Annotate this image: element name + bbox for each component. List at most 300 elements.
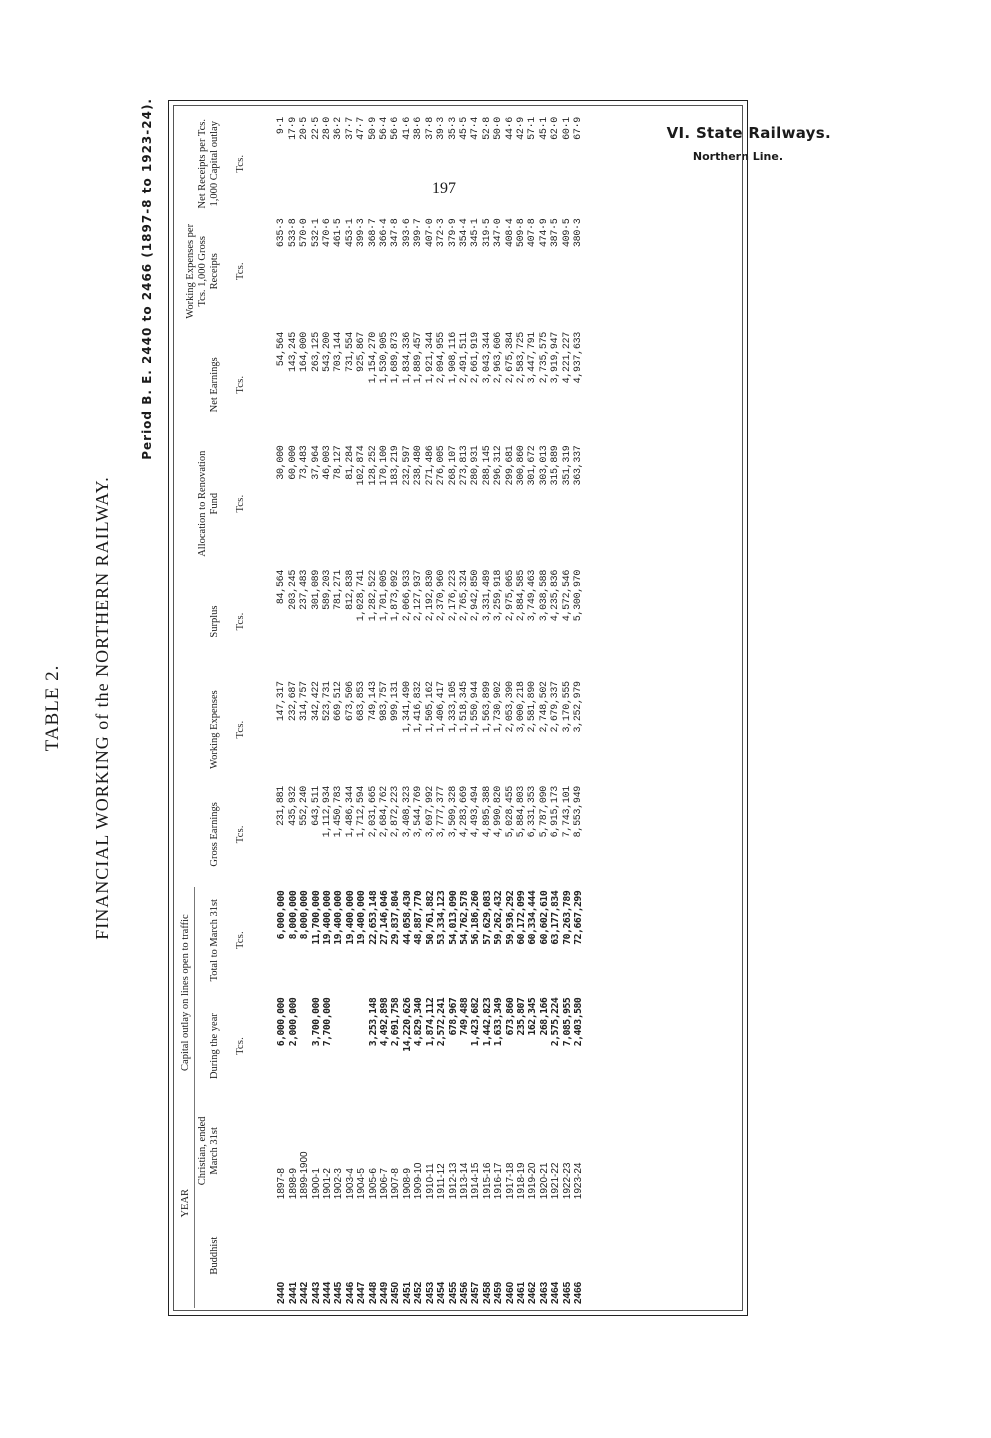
net-earnings-cell: 2,583,725 bbox=[515, 332, 527, 384]
gross-earnings-cell: 435,932 bbox=[287, 786, 299, 826]
christian-year-cell: 1904-5 bbox=[356, 1168, 368, 1200]
working-ratio-cell: 372·3 bbox=[436, 218, 448, 248]
unit-cell: Tcs. bbox=[234, 931, 246, 950]
working-expenses-cell: 1,341,490 bbox=[401, 681, 413, 733]
net-earnings-cell: 143,245 bbox=[287, 332, 299, 372]
net-receipts-cell: 36·2 bbox=[333, 117, 345, 140]
surplus-cell: 781,271 bbox=[333, 569, 345, 610]
allocation-cell: 288,145 bbox=[481, 445, 493, 486]
net-earnings-cell: 1,154,270 bbox=[367, 332, 379, 384]
capital-total-cell: 19,400,000 bbox=[322, 890, 334, 945]
allocation-cell: 128,252 bbox=[367, 445, 379, 486]
unit-cell: Tcs. bbox=[234, 825, 246, 844]
capital-during-year-cell: 678,967 bbox=[447, 997, 459, 1036]
capital-total-cell: 8,000,000 bbox=[299, 890, 311, 940]
buddhist-year-cell: 2449 bbox=[379, 1281, 391, 1304]
surplus-cell: 2,884,585 bbox=[515, 569, 527, 622]
net-receipts-cell: 67·9 bbox=[572, 117, 584, 140]
surplus-cell: 2,176,223 bbox=[447, 569, 459, 622]
net-earnings-cell: 2,735,575 bbox=[538, 332, 550, 384]
christian-year-cell: 1909-10 bbox=[413, 1162, 425, 1200]
buddhist-year-cell: 2445 bbox=[333, 1281, 345, 1304]
buddhist-year-cell: 2450 bbox=[390, 1281, 402, 1304]
working-ratio-cell: 380·3 bbox=[572, 218, 584, 248]
working-expenses-cell: 999,131 bbox=[390, 681, 402, 722]
buddhist-year-cell: 2462 bbox=[527, 1281, 539, 1304]
christian-year-cell: 1903-4 bbox=[344, 1168, 356, 1200]
allocation-cell: 73,483 bbox=[299, 445, 311, 480]
gross-earnings-cell: 3,777,377 bbox=[436, 786, 448, 838]
unit-cell: Tcs. bbox=[234, 612, 246, 631]
net-earnings-cell: 263,125 bbox=[310, 332, 322, 372]
table-row bbox=[562, 113, 573, 1308]
unit-cell: Tcs. bbox=[234, 720, 246, 739]
buddhist-year-cell: 2458 bbox=[481, 1281, 493, 1304]
surplus-cell: 1,282,522 bbox=[367, 569, 379, 622]
allocation-cell: 46,003 bbox=[322, 445, 334, 480]
net-earnings-cell: 4,221,227 bbox=[561, 332, 573, 384]
net-receipts-cell: 44·6 bbox=[504, 117, 516, 140]
capital-during-year-cell: 2,575,224 bbox=[550, 997, 562, 1047]
gross-earnings-cell: 1,486,344 bbox=[344, 786, 356, 838]
christian-year-cell: 1913-14 bbox=[458, 1162, 470, 1200]
header-working-ratio: Working Expenses per Tcs. 1,000 Gross Receipts bbox=[185, 223, 220, 319]
buddhist-year-cell: 2442 bbox=[299, 1281, 311, 1304]
gross-earnings-cell: 4,990,820 bbox=[493, 786, 505, 838]
net-earnings-cell: 1,908,116 bbox=[447, 332, 459, 384]
allocation-cell: 60,000 bbox=[287, 445, 299, 480]
christian-year-cell: 1921-22 bbox=[550, 1162, 562, 1200]
gross-earnings-cell: 2,872,223 bbox=[390, 786, 402, 838]
net-earnings-cell: 54,564 bbox=[276, 332, 288, 367]
christian-year-cell: 1901-2 bbox=[322, 1168, 334, 1200]
allocation-cell: 296,312 bbox=[493, 445, 505, 486]
period-line: Period B. E. 2440 to 2466 (1897-8 to 1923-24). bbox=[140, 98, 154, 460]
section-subtitle: Northern Line. bbox=[692, 150, 783, 163]
table-row bbox=[470, 113, 481, 1308]
net-receipts-cell: 39·3 bbox=[436, 117, 448, 140]
net-earnings-cell: 4,937,633 bbox=[572, 332, 584, 384]
capital-during-year-cell: 1,442,823 bbox=[481, 997, 493, 1047]
working-expenses-cell: 749,143 bbox=[367, 681, 379, 722]
buddhist-year-cell: 2440 bbox=[276, 1281, 288, 1304]
table-row bbox=[516, 113, 527, 1308]
buddhist-year-cell: 2443 bbox=[310, 1281, 322, 1304]
christian-year-cell: 1917-18 bbox=[504, 1162, 516, 1200]
capital-during-year-cell: 2,691,758 bbox=[390, 997, 402, 1047]
working-ratio-cell: 393·6 bbox=[401, 218, 413, 248]
allocation-cell: 300,860 bbox=[515, 445, 527, 486]
capital-during-year-cell: 1,633,349 bbox=[493, 997, 505, 1047]
table-row bbox=[539, 113, 550, 1308]
allocation-cell: 299,681 bbox=[504, 445, 516, 486]
financial-table bbox=[178, 113, 584, 1308]
working-ratio-cell: 354·4 bbox=[458, 218, 470, 248]
working-expenses-cell: 2,679,337 bbox=[550, 681, 562, 733]
unit-cell: Tcs. bbox=[234, 375, 246, 394]
working-expenses-cell: 683,853 bbox=[356, 681, 368, 722]
capital-total-cell: 19,400,000 bbox=[344, 890, 356, 945]
working-ratio-cell: 461·5 bbox=[333, 218, 345, 248]
capital-total-cell: 53,334,123 bbox=[436, 890, 448, 945]
table-row bbox=[448, 113, 459, 1308]
working-expenses-cell: 1,518,345 bbox=[458, 681, 470, 733]
table-row bbox=[368, 113, 379, 1308]
table-row bbox=[459, 113, 470, 1308]
net-receipts-cell: 28·0 bbox=[322, 117, 334, 140]
unit-cell: Tcs. bbox=[234, 1037, 246, 1056]
header-year: YEAR bbox=[178, 1098, 195, 1308]
working-expenses-cell: 1,730,902 bbox=[493, 681, 505, 733]
net-earnings-cell: 2,094,955 bbox=[436, 332, 448, 384]
capital-total-cell: 22,653,148 bbox=[367, 890, 379, 945]
net-receipts-cell: 62·0 bbox=[550, 117, 562, 140]
christian-year-cell: 1919-20 bbox=[527, 1162, 539, 1200]
working-expenses-cell: 2,748,502 bbox=[538, 681, 550, 733]
capital-during-year-cell: 4,492,898 bbox=[379, 997, 391, 1047]
buddhist-year-cell: 2465 bbox=[561, 1281, 573, 1304]
capital-total-cell: 27,146,046 bbox=[379, 890, 391, 945]
working-ratio-cell: 319·5 bbox=[481, 218, 493, 248]
header-christian: Christian, ended March 31st bbox=[197, 1116, 220, 1186]
working-ratio-cell: 635·3 bbox=[276, 218, 288, 248]
allocation-cell: 273,813 bbox=[458, 445, 470, 486]
capital-during-year-cell bbox=[356, 994, 367, 1099]
allocation-cell: 232,597 bbox=[401, 445, 413, 486]
table-row bbox=[276, 113, 287, 1308]
working-expenses-cell: 232,687 bbox=[287, 681, 299, 722]
capital-during-year-cell bbox=[345, 994, 356, 1099]
surplus-cell: 2,765,324 bbox=[458, 569, 470, 622]
section-title: VI. State Railways. bbox=[666, 124, 831, 142]
working-ratio-cell: 453·1 bbox=[344, 218, 356, 248]
working-ratio-cell: 347·0 bbox=[493, 218, 505, 248]
capital-total-cell: 50,761,882 bbox=[424, 890, 436, 945]
net-receipts-cell: 56·4 bbox=[379, 117, 391, 140]
working-expenses-cell: 342,422 bbox=[310, 681, 322, 722]
header-surplus: Surplus bbox=[209, 605, 220, 638]
table-row bbox=[345, 113, 356, 1308]
working-ratio-cell: 532·1 bbox=[310, 218, 322, 248]
capital-total-cell: 8,000,000 bbox=[287, 890, 299, 940]
gross-earnings-cell: 3,408,323 bbox=[401, 786, 413, 838]
net-earnings-cell: 3,919,947 bbox=[550, 332, 562, 384]
capital-total-cell: 57,629,083 bbox=[481, 890, 493, 945]
gross-earnings-cell: 6,331,353 bbox=[527, 786, 539, 838]
table-label: TABLE 2. bbox=[42, 664, 63, 752]
header-net-receipts: Net Receipts per Tcs. 1,000 Capital outlay bbox=[197, 119, 220, 209]
capital-during-year-cell: 2,403,580 bbox=[572, 997, 584, 1047]
buddhist-year-cell: 2454 bbox=[436, 1281, 448, 1304]
gross-earnings-cell: 5,028,455 bbox=[504, 786, 516, 838]
christian-year-cell: 1906-7 bbox=[379, 1168, 391, 1200]
working-expenses-cell: 3,170,555 bbox=[561, 681, 573, 733]
capital-total-cell: 44,058,430 bbox=[401, 890, 413, 945]
gross-earnings-cell: 5,884,803 bbox=[515, 786, 527, 838]
net-receipts-cell: 50·9 bbox=[367, 117, 379, 140]
working-ratio-cell: 387·5 bbox=[550, 218, 562, 248]
christian-year-cell: 1902-3 bbox=[333, 1168, 345, 1200]
working-ratio-cell: 345·1 bbox=[470, 218, 482, 248]
capital-during-year-cell: 3,700,000 bbox=[310, 997, 322, 1047]
page-number: 197 bbox=[432, 180, 456, 197]
table-row bbox=[322, 113, 333, 1308]
buddhist-year-cell: 2441 bbox=[287, 1281, 299, 1304]
working-ratio-cell: 409·5 bbox=[561, 218, 573, 248]
gross-earnings-cell: 552,240 bbox=[299, 786, 311, 826]
net-earnings-cell: 2,675,384 bbox=[504, 332, 516, 384]
net-earnings-cell: 1,889,457 bbox=[413, 332, 425, 384]
surplus-cell: 3,038,588 bbox=[538, 569, 550, 622]
christian-year-cell: 1900-1 bbox=[310, 1168, 322, 1200]
christian-year-cell: 1898-9 bbox=[287, 1168, 299, 1200]
gross-earnings-cell: 5,787,090 bbox=[538, 786, 550, 838]
net-receipts-cell: 47·4 bbox=[470, 117, 482, 140]
christian-year-cell: 1910-11 bbox=[424, 1163, 436, 1200]
gross-earnings-cell: 4,895,388 bbox=[481, 786, 493, 838]
table-row bbox=[288, 113, 299, 1308]
working-expenses-cell: 1,333,105 bbox=[447, 681, 459, 733]
working-expenses-cell: 673,506 bbox=[344, 681, 356, 722]
gross-earnings-cell: 1,450,783 bbox=[333, 786, 345, 838]
allocation-cell: 78,127 bbox=[333, 445, 345, 480]
table-row bbox=[436, 113, 447, 1308]
net-earnings-cell: 731,554 bbox=[344, 332, 356, 372]
surplus-cell: 237,483 bbox=[299, 569, 311, 610]
gross-earnings-cell: 4,283,669 bbox=[458, 786, 470, 838]
capital-during-year-cell: 7,085,955 bbox=[561, 997, 573, 1047]
net-receipts-cell: 9·1 bbox=[276, 117, 288, 135]
allocation-cell: 315,889 bbox=[550, 445, 562, 486]
table-row bbox=[379, 113, 390, 1308]
buddhist-year-cell: 2453 bbox=[424, 1281, 436, 1304]
buddhist-year-cell: 2451 bbox=[401, 1281, 413, 1304]
allocation-cell: 271,486 bbox=[424, 445, 436, 486]
surplus-cell: 1,873,092 bbox=[390, 569, 402, 622]
net-earnings-cell: 3,447,791 bbox=[527, 332, 539, 384]
capital-total-cell: 59,262,432 bbox=[493, 890, 505, 945]
christian-year-cell: 1923-24 bbox=[572, 1162, 584, 1200]
net-earnings-cell: 1,530,905 bbox=[379, 332, 391, 384]
buddhist-year-cell: 2444 bbox=[322, 1281, 334, 1304]
net-receipts-cell: 57·1 bbox=[527, 117, 539, 140]
net-receipts-cell: 35·3 bbox=[447, 117, 459, 140]
net-receipts-cell: 20·5 bbox=[299, 117, 311, 140]
allocation-cell: 183,219 bbox=[390, 445, 402, 486]
net-receipts-cell: 60·1 bbox=[561, 117, 573, 140]
gross-earnings-cell: 1,112,934 bbox=[322, 786, 334, 838]
net-earnings-cell: 164,000 bbox=[299, 332, 311, 372]
working-ratio-cell: 533·8 bbox=[287, 218, 299, 248]
capital-total-cell: 6,000,000 bbox=[276, 890, 288, 940]
allocation-cell: 238,480 bbox=[413, 445, 425, 486]
allocation-cell: 301,672 bbox=[527, 445, 539, 486]
gross-earnings-cell: 643,511 bbox=[310, 786, 322, 826]
working-expenses-cell: 1,563,899 bbox=[481, 681, 493, 733]
net-earnings-cell: 2,491,511 bbox=[458, 332, 470, 384]
capital-total-cell: 70,263,789 bbox=[561, 890, 573, 945]
surplus-cell: 3,331,489 bbox=[481, 569, 493, 622]
table-row bbox=[425, 113, 436, 1308]
buddhist-year-cell: 2460 bbox=[504, 1281, 516, 1304]
working-ratio-cell: 379·9 bbox=[447, 218, 459, 248]
capital-during-year-cell: 162,345 bbox=[527, 997, 539, 1036]
net-earnings-cell: 925,867 bbox=[356, 332, 368, 372]
net-receipts-cell: 37·7 bbox=[344, 117, 356, 140]
capital-total-cell: 19,400,000 bbox=[356, 890, 368, 945]
capital-total-cell: 63,177,834 bbox=[550, 890, 562, 945]
capital-total-cell: 54,762,578 bbox=[458, 890, 470, 945]
header-working-expenses: Working Expenses bbox=[209, 690, 220, 769]
working-ratio-cell: 407·8 bbox=[527, 218, 539, 248]
net-receipts-cell: 38·6 bbox=[413, 117, 425, 140]
capital-during-year-cell: 1,874,112 bbox=[424, 997, 436, 1047]
christian-year-cell: 1905-6 bbox=[367, 1168, 379, 1200]
christian-year-cell: 1912-13 bbox=[447, 1162, 459, 1200]
capital-total-cell: 11,700,000 bbox=[310, 890, 322, 945]
table-row bbox=[505, 113, 516, 1308]
christian-year-cell: 1911-12 bbox=[436, 1163, 448, 1200]
buddhist-year-cell: 2463 bbox=[538, 1281, 550, 1304]
capital-during-year-cell: 6,000,000 bbox=[276, 997, 288, 1047]
net-earnings-cell: 1,834,336 bbox=[401, 332, 413, 384]
working-expenses-cell: 1,416,832 bbox=[413, 681, 425, 733]
capital-total-cell: 60,602,610 bbox=[538, 890, 550, 945]
allocation-cell: 102,874 bbox=[356, 445, 368, 486]
capital-total-cell: 29,837,804 bbox=[390, 890, 402, 945]
buddhist-year-cell: 2447 bbox=[356, 1281, 368, 1304]
capital-during-year-cell: 749,488 bbox=[458, 997, 470, 1036]
capital-during-year-cell: 2,000,000 bbox=[287, 997, 299, 1047]
net-receipts-cell: 17·9 bbox=[287, 117, 299, 140]
capital-total-cell: 60,172,099 bbox=[515, 890, 527, 945]
surplus-cell: 3,259,918 bbox=[493, 569, 505, 622]
net-receipts-cell: 52·8 bbox=[481, 117, 493, 140]
allocation-cell: 276,005 bbox=[436, 445, 448, 486]
christian-year-cell: 1918-19 bbox=[515, 1162, 527, 1200]
capital-during-year-cell: 673,860 bbox=[504, 997, 516, 1036]
unit-cell: Tcs. bbox=[234, 494, 246, 513]
net-earnings-cell: 2,661,919 bbox=[470, 332, 482, 384]
gross-earnings-cell: 3,544,769 bbox=[413, 786, 425, 838]
gross-earnings-cell: 6,915,173 bbox=[550, 786, 562, 838]
working-expenses-cell: 3,000,218 bbox=[515, 681, 527, 733]
gross-earnings-cell: 1,712,594 bbox=[356, 786, 368, 838]
capital-during-year-cell bbox=[333, 994, 344, 1099]
capital-during-year-cell: 3,253,148 bbox=[367, 997, 379, 1047]
working-ratio-cell: 407·0 bbox=[424, 218, 436, 248]
buddhist-year-cell: 2455 bbox=[447, 1281, 459, 1304]
allocation-cell: 303,013 bbox=[538, 445, 550, 486]
buddhist-year-cell: 2464 bbox=[550, 1281, 562, 1304]
christian-year-cell: 1914-15 bbox=[470, 1162, 482, 1200]
christian-year-cell: 1907-8 bbox=[390, 1168, 402, 1200]
buddhist-year-cell: 2456 bbox=[458, 1281, 470, 1304]
table-row bbox=[482, 113, 493, 1308]
capital-total-cell: 60,334,444 bbox=[527, 890, 539, 945]
surplus-cell: 301,089 bbox=[310, 569, 322, 610]
christian-year-cell: 1897-8 bbox=[276, 1168, 288, 1200]
christian-year-cell: 1915-16 bbox=[481, 1162, 493, 1200]
surplus-cell: 1,028,741 bbox=[356, 569, 368, 622]
working-expenses-cell: 2,581,890 bbox=[527, 681, 539, 733]
surplus-cell: 2,066,933 bbox=[401, 569, 413, 622]
net-receipts-cell: 56·6 bbox=[390, 117, 402, 140]
working-expenses-cell: 1,505,162 bbox=[424, 681, 436, 733]
allocation-cell: 37,964 bbox=[310, 445, 322, 480]
working-ratio-cell: 408·4 bbox=[504, 218, 516, 248]
gross-earnings-cell: 231,881 bbox=[276, 786, 288, 826]
buddhist-year-cell: 2461 bbox=[515, 1281, 527, 1304]
capital-total-cell: 54,013,090 bbox=[447, 890, 459, 945]
surplus-cell: 5,300,970 bbox=[572, 569, 584, 622]
table-row bbox=[299, 113, 310, 1308]
capital-during-year-cell: 268,166 bbox=[538, 997, 550, 1036]
net-receipts-cell: 45·5 bbox=[458, 117, 470, 140]
gross-earnings-cell: 2,031,665 bbox=[367, 786, 379, 838]
buddhist-year-cell: 2448 bbox=[367, 1281, 379, 1304]
table-row bbox=[550, 113, 561, 1308]
working-ratio-cell: 399·3 bbox=[356, 218, 368, 248]
header-allocation: Allocation to Renovation Fund bbox=[197, 450, 220, 557]
header-during-year: During the year bbox=[209, 1013, 220, 1080]
working-expenses-cell: 147,317 bbox=[276, 681, 288, 722]
table-row bbox=[527, 113, 538, 1308]
christian-year-cell: 1899-1900 bbox=[299, 1151, 311, 1200]
net-earnings-cell: 2,963,606 bbox=[493, 332, 505, 384]
working-expenses-cell: 314,757 bbox=[299, 681, 311, 722]
table-row bbox=[413, 113, 424, 1308]
working-ratio-cell: 399·7 bbox=[413, 218, 425, 248]
capital-total-cell: 72,667,299 bbox=[572, 890, 584, 945]
buddhist-year-cell: 2459 bbox=[493, 1281, 505, 1304]
table-row bbox=[356, 113, 367, 1308]
capital-during-year-cell: 7,700,000 bbox=[322, 997, 334, 1047]
christian-year-cell: 1908-9 bbox=[401, 1168, 413, 1200]
net-earnings-cell: 703,144 bbox=[333, 332, 345, 372]
net-earnings-cell: 1,689,873 bbox=[390, 332, 402, 384]
capital-during-year-cell bbox=[299, 994, 310, 1099]
surplus-cell: 2,942,850 bbox=[470, 569, 482, 622]
gross-earnings-cell: 3,509,328 bbox=[447, 786, 459, 838]
christian-year-cell: 1922-23 bbox=[561, 1162, 573, 1200]
surplus-cell: 2,192,830 bbox=[424, 569, 436, 622]
unit-cell bbox=[223, 1203, 276, 1308]
gross-earnings-cell: 2,684,762 bbox=[379, 786, 391, 838]
surplus-cell: 2,370,960 bbox=[436, 569, 448, 622]
unit-cell bbox=[223, 1098, 276, 1203]
working-expenses-cell: 523,731 bbox=[322, 681, 334, 722]
christian-year-cell: 1916-17 bbox=[493, 1162, 505, 1200]
net-receipts-cell: 42·9 bbox=[515, 117, 527, 140]
net-receipts-cell: 22·5 bbox=[310, 117, 322, 140]
allocation-cell: 81,284 bbox=[344, 445, 356, 480]
capital-total-cell: 56,186,260 bbox=[470, 890, 482, 945]
surplus-cell: 2,975,065 bbox=[504, 569, 516, 622]
capital-during-year-cell: 1,423,682 bbox=[470, 997, 482, 1047]
working-expenses-cell: 983,757 bbox=[379, 681, 391, 722]
working-ratio-cell: 368·7 bbox=[367, 218, 379, 248]
table-row bbox=[402, 113, 413, 1308]
working-expenses-cell: 669,512 bbox=[333, 681, 345, 722]
surplus-cell: 84,564 bbox=[276, 569, 288, 605]
net-receipts-cell: 41·6 bbox=[401, 117, 413, 140]
surplus-cell: 3,749,463 bbox=[527, 569, 539, 622]
allocation-cell: 280,931 bbox=[470, 445, 482, 486]
surplus-cell: 812,838 bbox=[344, 569, 356, 610]
working-ratio-cell: 470·6 bbox=[322, 218, 334, 248]
table-row bbox=[390, 113, 401, 1308]
